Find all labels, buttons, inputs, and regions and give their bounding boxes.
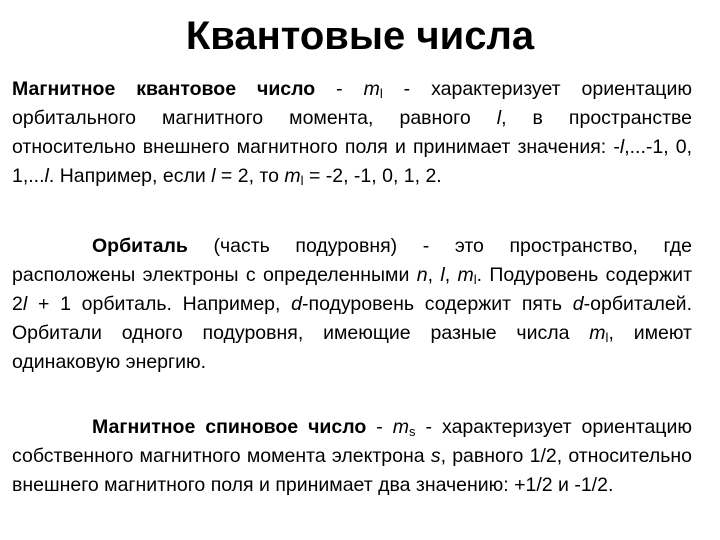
text: , <box>427 264 441 286</box>
term-orbital: Орбиталь <box>92 235 188 257</box>
symbol-s: s <box>430 445 441 467</box>
symbol-d: d <box>291 293 303 315</box>
text: ,...-1, 0, 1,... <box>12 136 693 187</box>
text: -подуровень содержит пять <box>302 293 573 315</box>
text: - характеризует ориентацию орбитального магнитного момента, равного <box>12 78 692 129</box>
term-spin-quantum-number: Магнитное спиновое число <box>92 416 367 438</box>
subscript-s: s <box>409 424 416 439</box>
symbol-m: m <box>284 165 301 187</box>
symbol-l: l <box>44 165 49 187</box>
subscript-l: l <box>379 86 383 101</box>
symbol-m: m <box>363 78 380 100</box>
text: - <box>366 416 393 438</box>
text: , <box>444 264 458 286</box>
text: , имеют одинаковую энергию. <box>12 322 692 373</box>
paragraph-magnetic-quantum-number <box>12 75 692 191</box>
text: = 2, то <box>215 165 285 187</box>
text: - <box>315 78 364 100</box>
symbol-l: l <box>211 165 216 187</box>
subscript-l: l <box>300 173 304 188</box>
paragraph-orbital <box>12 232 692 377</box>
text: , в пространстве относительно внешнего магнитного поля и принимает значения: - <box>12 107 692 158</box>
symbol-n: n <box>416 264 428 286</box>
text: . Подуровень содержит 2 <box>12 264 693 315</box>
symbol-m: m <box>457 264 474 286</box>
text: , равного 1/2, относительно внешнего магнитного поля и принимает два значению: +1/2 и -1/2. <box>12 445 692 496</box>
subscript-l: l <box>605 330 609 345</box>
symbol-m: m <box>589 322 606 344</box>
symbol-l: l <box>496 107 502 129</box>
text: -орбиталей. Орбитали одного подуровня, имеющие разные числа <box>12 293 692 344</box>
symbol-m: m <box>392 416 410 438</box>
slide-title: Квантовые числа <box>185 14 535 58</box>
symbol-l: l <box>440 264 445 286</box>
symbol-d: d <box>572 293 584 315</box>
paragraph-spin-quantum-number <box>12 413 692 500</box>
text: + 1 орбиталь. Например, <box>27 293 292 315</box>
symbol-l: l <box>619 136 625 158</box>
text: . Например, если <box>48 165 212 187</box>
symbol-l: l <box>22 293 28 315</box>
text: (часть подуровня) - это пространство, где расположены электроны с определенными <box>12 235 692 286</box>
subscript-l: l <box>473 272 477 287</box>
text: - характеризует ориентацию собственного магнитного момента электрона <box>12 416 692 467</box>
text: = -2, -1, 0, 1, 2. <box>303 165 442 187</box>
term-magnetic-quantum-number: Магнитное квантовое число <box>12 78 316 100</box>
